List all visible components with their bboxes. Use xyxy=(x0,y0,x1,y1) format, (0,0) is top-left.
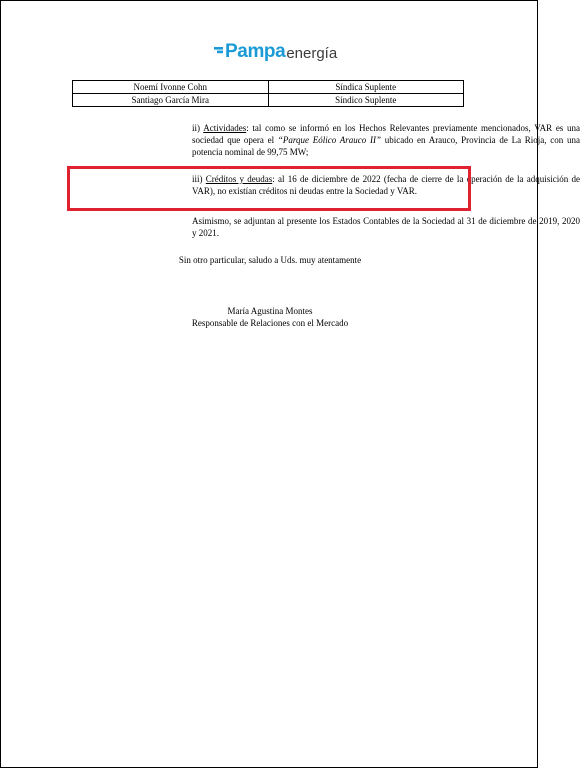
signature-name: María Agustina Montes xyxy=(227,306,313,316)
table-row xyxy=(73,94,464,107)
section-number: iii) xyxy=(192,174,203,184)
activities-paragraph xyxy=(76,122,580,159)
logo-text-pampa: Pampa xyxy=(225,41,286,62)
section-heading: Créditos y deudas xyxy=(205,174,273,184)
paragraph-text: : al 16 de diciembre de 2022 (fecha de cierre de la operación de la adquisición de VAR), no existían créditos ni deudas entre la Sociedad y VAR. xyxy=(192,174,580,197)
table-cell-name: Noemí Ivonne Cohn xyxy=(73,81,269,94)
pampa-energia-logo xyxy=(214,41,337,63)
closing-line: Sin otro particular, saludo a Uds. muy atentamente xyxy=(178,255,362,265)
pampa-logo-icon xyxy=(214,46,223,58)
directors-table xyxy=(72,80,464,107)
park-name: “Parque Eólico Arauco II” xyxy=(277,135,382,146)
signature-title: Responsable de Relaciones con el Mercado xyxy=(191,318,349,328)
paragraph-text: ubicado en Arauco, Provincia de La Rioja, con una potencia nominal de 99,75 MW; xyxy=(192,135,580,158)
attachments-paragraph: Asimismo, se adjuntan al presente los Estados Contables de la Sociedad al 31 de diciembre de 2019, 2020 y 2021. xyxy=(192,216,580,239)
logo-text-energia: energía xyxy=(286,44,338,62)
table-cell-role: Síndica Suplente xyxy=(268,81,464,94)
table-cell-role: Síndico Suplente xyxy=(268,94,464,107)
table-row xyxy=(73,81,464,94)
section-number: ii) xyxy=(192,123,200,133)
section-heading: Actividades xyxy=(203,123,247,133)
paragraph-text: : tal como se informó en los Hechos Relevantes previamente mencionados, VAR es una sociedad que opera el xyxy=(192,123,580,146)
highlight-box xyxy=(67,166,471,211)
table-cell-name: Santiago García Mira xyxy=(73,94,269,107)
